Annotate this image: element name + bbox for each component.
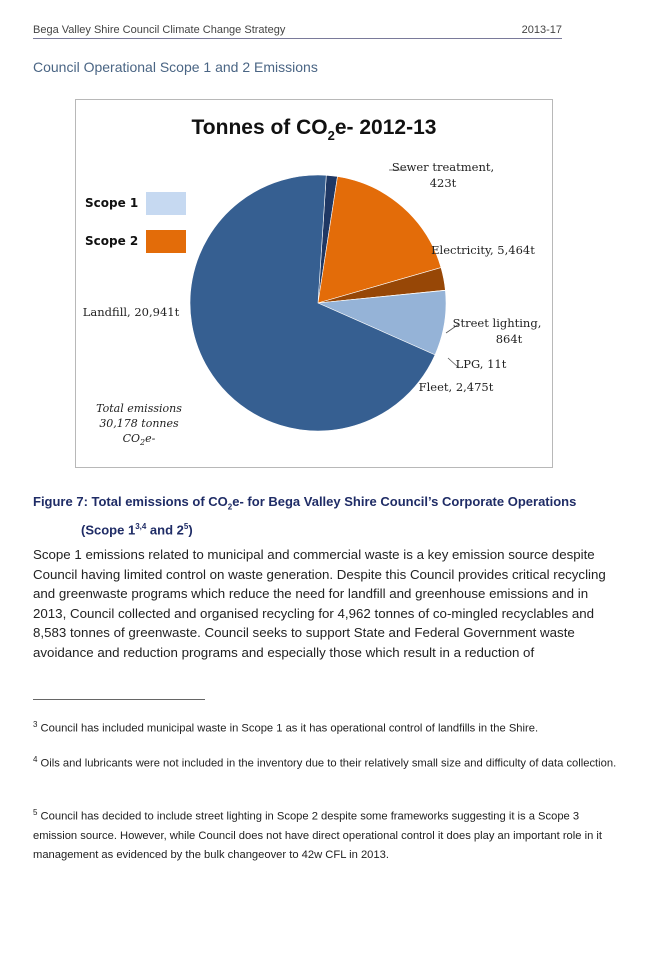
- body-paragraph: Scope 1 emissions related to municipal and commercial waste is a key emission source despite Council having limited control on waste generation. Despite this Council provides critical recycling and greenwaste programs which reduce the need for landfill and greenhouse emissions and in 2013, Council collected and organised recycling for 4,962 tonnes of co-mingled recyclables and 8,583 tonnes of greenwaste. Council seeks to support State and Federal Government waste avoidance and reduction programs and especially those which result in a reduction of: [33, 547, 606, 660]
- header-date-range: 2013-17: [521, 24, 562, 36]
- pie-chart-canvas: [76, 100, 552, 467]
- caption-line2: (Scope 1$^{3,4}$ and $2^5$): [81, 521, 193, 537]
- slice-value-sewer-treatment: 423t: [429, 176, 457, 190]
- slice-label-electricity: Electricity, 5,464t: [431, 243, 535, 257]
- footnote-divider: [33, 699, 205, 700]
- emissions-pie-chart: [75, 99, 553, 468]
- legend-label-scope-1: Scope 1: [85, 196, 139, 210]
- total-emissions-note-line3: $CO_2e-$: [122, 432, 156, 447]
- legend-label-scope-2: Scope 2: [85, 234, 139, 248]
- chart-title: Tonnes of $CO_2e-$ 2012-13: [191, 116, 437, 143]
- header-document-title: Bega Valley Shire Council Climate Change Strategy: [33, 24, 286, 36]
- page-header: [33, 24, 562, 39]
- slice-label-fleet: Fleet, 2,475t: [418, 380, 494, 394]
- legend-swatch-scope-1: [146, 192, 186, 215]
- slice-label-sewer-treatment: Sewer treatment,: [391, 160, 495, 174]
- section-title: Council Operational Scope 1 and 2 Emissions: [33, 59, 318, 75]
- slice-label-street-lighting: Street lighting,: [452, 316, 542, 330]
- legend-swatch-scope-2: [146, 230, 186, 253]
- footnote-4: $^4$ Oils and lubricants were not included in the inventory due to their relatively small size and difficulty of data collection.: [33, 755, 617, 770]
- footnote-5: $^5$ Council has decided to include street lighting in Scope 2 despite some frameworks suggesting it is a Scope 3 emission source. However, while Council does not have direct operational control it does play an important role in it management as evidenced by the bulk changeover to 42w CFL in 2013.: [33, 808, 602, 861]
- slice-label-lpg: LPG, 11t: [455, 357, 507, 371]
- total-emissions-note-line1: Total emissions: [96, 402, 182, 415]
- figure-caption: [33, 492, 613, 539]
- footnote-3: $^3$ Council has included municipal waste in Scope 1 as it has operational control of landfills in the Shire.: [33, 720, 539, 735]
- slice-value-street-lighting: 864t: [495, 332, 523, 346]
- total-emissions-note-line2: 30,178 tonnes: [99, 417, 179, 430]
- caption-line1: Figure 7: Total emissions of $CO_2e-$ for Bega Valley Shire Council’s Corporate Operations: [33, 494, 577, 512]
- slice-label-landfill: Landfill, 20,941t: [82, 305, 180, 319]
